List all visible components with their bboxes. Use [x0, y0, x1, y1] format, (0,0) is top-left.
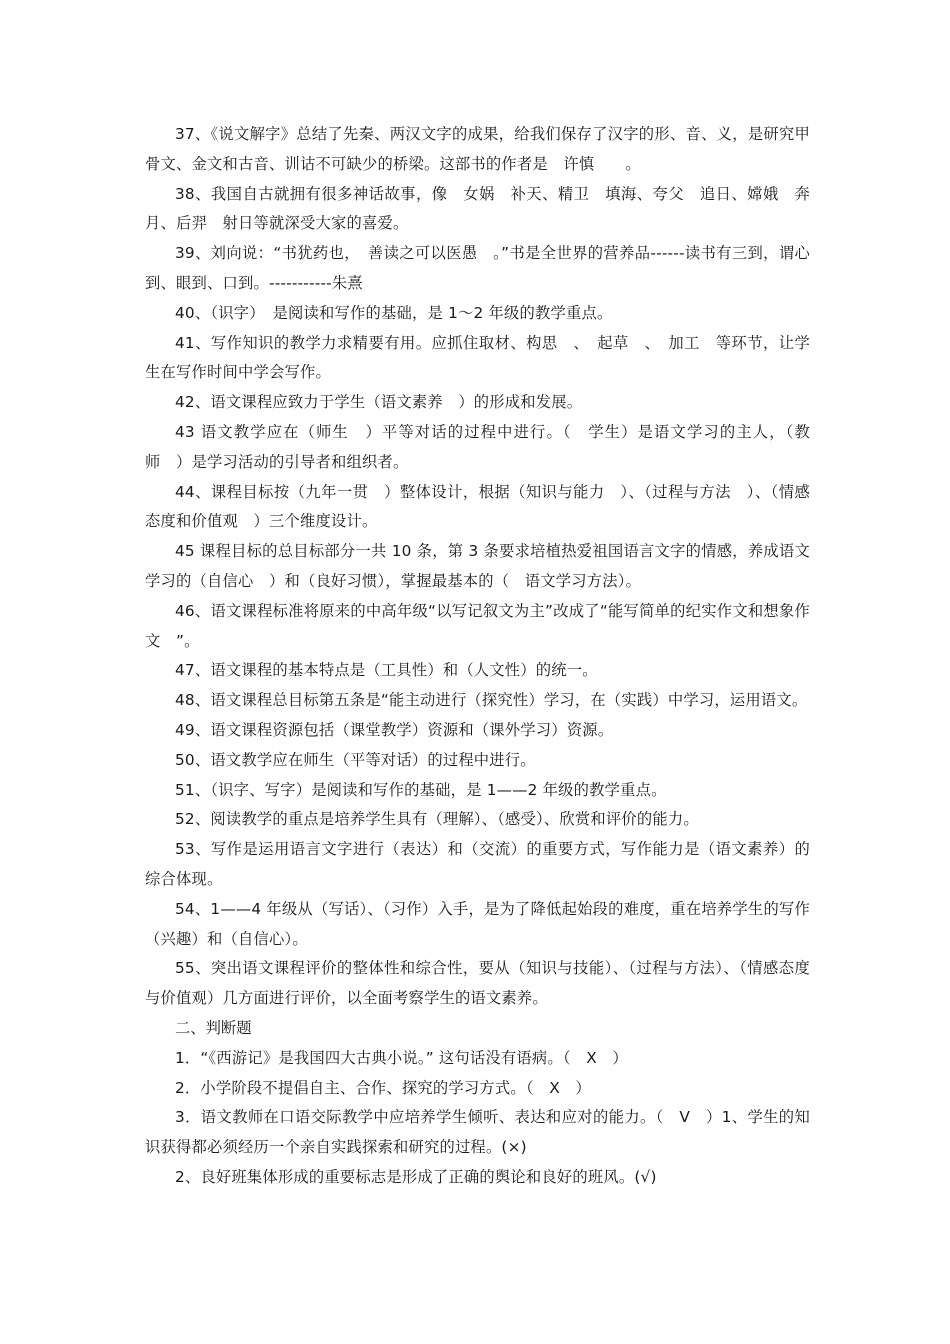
question-46: 46、语文课程标准将原来的中高年级“以写记叙文为主”改成了“能写简单的纪实作文和想象作文 ”。	[145, 601, 810, 650]
judgment-3: 3．语文教师在口语交际教学中应培养学生倾听、表达和应对的能力。（ V ）1、学生的知识获得都必须经历一个亲自实践探索和研究的过程。(×)	[145, 1108, 810, 1157]
question-52: 52、阅读教学的重点是培养学生具有（理解）、（感受）、欣赏和评价的能力。	[175, 810, 699, 829]
question-38: 38、我国自古就拥有很多神话故事，像 女娲 补天、精卫 填海、夸父 追日、嫦娥 奔月、后羿 射日等就深受大家的喜爱。	[145, 184, 810, 233]
question-50: 50、语文教学应在师生（平等对话）的过程中进行。	[175, 750, 536, 769]
question-47: 47、语文课程的基本特点是（工具性）和（人文性）的统一。	[175, 661, 598, 680]
question-53: 53、写作是运用语言文字进行（表达）和（交流）的重要方式，写作能力是（语文素养）的综合体现。	[145, 840, 810, 888]
document-body	[145, 120, 810, 1193]
section-title: 二、判断题	[175, 1018, 252, 1037]
question-45: 45 课程目标的总目标部分一共 10 条，第 3 条要求培植热爱祖国语言文字的情感，养成语文学习的（自信心 ）和（良好习惯），掌握最基本的（ 语文学习方法）。	[145, 542, 810, 590]
question-54: 54、1——4 年级从（写话）、（习作）入手，是为了降低起始段的难度，重在培养学生的写作（兴趣）和（自信心）。	[145, 899, 810, 948]
question-39: 39、刘向说：“书犹药也， 善读之可以医愚 。”书是全世界的营养品------读书有三到，谓心到、眼到、口到。-----------朱熹	[145, 244, 810, 292]
judgment-4: 2、良好班集体形成的重要标志是形成了正确的舆论和良好的班风。(√)	[175, 1167, 657, 1186]
question-37: 37、《说文解字》总结了先秦、两汉文字的成果，给我们保存了汉字的形、音、义，是研究甲骨文、金文和古音、训诂不可缺少的桥梁。这部书的作者是 许慎 。	[145, 125, 810, 173]
question-40: 40、（识字） 是阅读和写作的基础，是 1～2 年级的教学重点。	[175, 303, 613, 322]
question-49: 49、语文课程资源包括（课堂教学）资源和（课外学习）资源。	[175, 720, 614, 739]
question-44: 44、课程目标按（九年一贯 ）整体设计，根据（知识与能力 ）、（过程与方法 ）、（情感态度和价值观 ）三个维度设计。	[145, 482, 810, 531]
question-41: 41、写作知识的教学力求精要有用。应抓住取材、构思 、 起草 、 加工 等环节，让学生在写作时间中学会写作。	[145, 333, 810, 382]
question-42: 42、语文课程应致力于学生（语文素养 ）的形成和发展。	[175, 393, 583, 412]
question-43: 43 语文教学应在（师生 ）平等对话的过程中进行。（ 学生）是语文学习的主人，（教师 ）是学习活动的引导者和组织者。	[145, 422, 810, 471]
judgment-1: 1．“《西游记》是我国四大古典小说。” 这句话没有语病。（ X ）	[175, 1048, 628, 1067]
question-51: 51、（识字、写字）是阅读和写作的基础，是 1——2 年级的教学重点。	[175, 780, 667, 799]
question-48: 48、语文课程总目标第五条是“能主动进行（探究性）学习，在（实践）中学习，运用语文。	[175, 691, 808, 710]
question-55: 55、突出语文课程评价的整体性和综合性，要从（知识与技能）、（过程与方法）、（情感态度与价值观）几方面进行评价，以全面考察学生的语文素养。	[145, 959, 810, 1008]
judgment-2: 2．小学阶段不提倡自主、合作、探究的学习方式。（ X ）	[175, 1078, 591, 1097]
